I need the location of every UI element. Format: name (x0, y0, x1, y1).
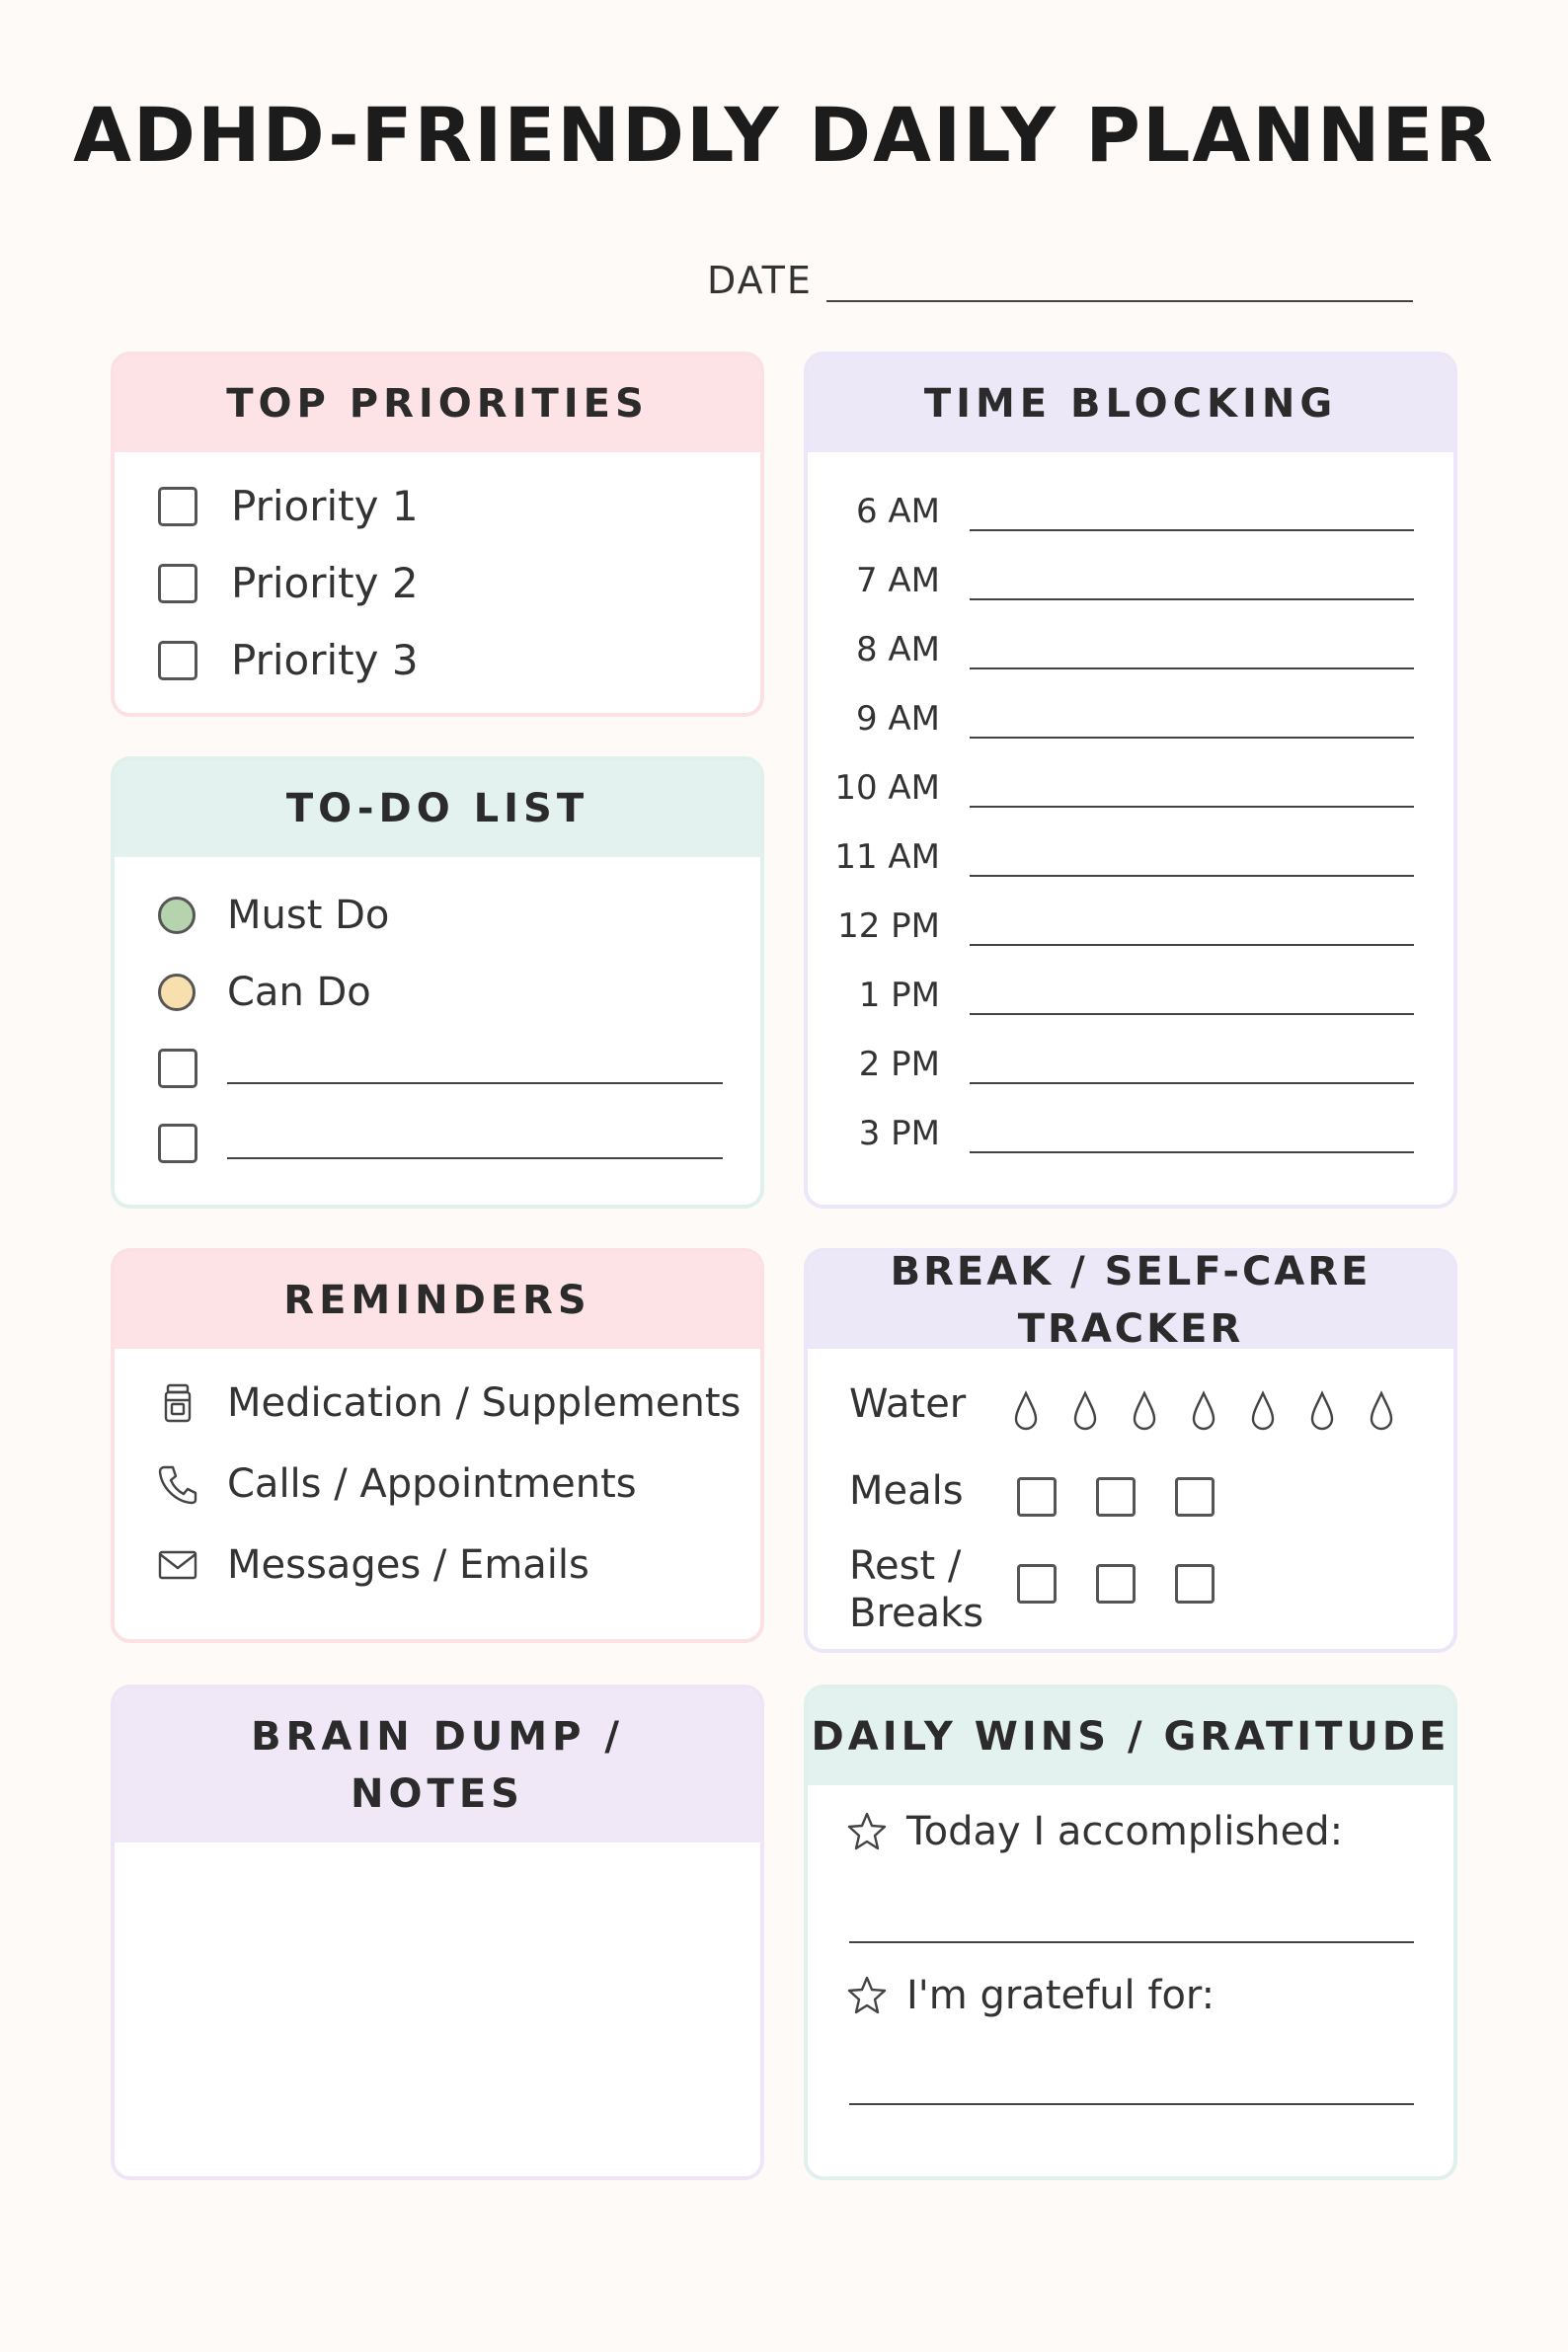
star-icon (845, 1974, 889, 2017)
top-priorities-heading: TOP PRIORITIES (115, 355, 760, 452)
time-slot-line[interactable] (970, 983, 1414, 1015)
page-title: ADHD-FRIENDLY DAILY PLANNER (73, 91, 1495, 179)
priority-item[interactable] (158, 636, 419, 684)
time-slot-line[interactable] (970, 569, 1414, 600)
daily-wins-card (804, 1685, 1457, 2180)
accomplished-label: Today I accomplished: (906, 1809, 1344, 1854)
priority-checkbox[interactable] (158, 564, 197, 603)
priority-item[interactable] (158, 559, 419, 607)
todo-list-card (111, 756, 764, 1209)
reminder-item (156, 1542, 589, 1588)
priority-label: Priority 1 (231, 482, 419, 530)
todo-item[interactable] (158, 1124, 723, 1163)
date-field[interactable] (826, 259, 1413, 302)
rest-checkbox[interactable] (1175, 1564, 1215, 1604)
brain-dump-heading-line: BRAIN DUMP / (251, 1714, 624, 1760)
reminder-label: Messages / Emails (227, 1542, 589, 1588)
reminder-label: Calls / Appointments (227, 1461, 637, 1507)
grateful-prompt (845, 1973, 1215, 2018)
priority-checkbox[interactable] (158, 641, 197, 680)
time-slot[interactable] (831, 906, 1424, 946)
time-slot-line[interactable] (970, 707, 1414, 739)
meals-label: Meals (849, 1468, 964, 1514)
legend-can-do (158, 970, 371, 1015)
must-do-dot-icon (158, 897, 196, 934)
time-slot-label: 3 PM (858, 1114, 940, 1153)
time-slot[interactable] (831, 492, 1424, 531)
reminders-card (111, 1248, 764, 1643)
time-slot-line[interactable] (970, 845, 1414, 877)
priority-label: Priority 3 (231, 636, 419, 684)
todo-line[interactable] (227, 1128, 723, 1159)
meal-checkbox[interactable] (1017, 1477, 1057, 1517)
time-slot-label: 7 AM (855, 561, 940, 600)
time-slot[interactable] (831, 1114, 1424, 1153)
time-slot-label: 10 AM (834, 768, 940, 808)
time-slot-label: 1 PM (858, 976, 940, 1015)
todo-checkbox[interactable] (158, 1124, 197, 1163)
priority-item[interactable] (158, 482, 419, 530)
time-blocking-heading: TIME BLOCKING (808, 355, 1453, 452)
breaks-label: Breaks (849, 1591, 984, 1636)
time-slot[interactable] (831, 837, 1424, 877)
water-drops (1011, 1390, 1426, 1432)
top-priorities-card (111, 352, 764, 717)
reminder-item (156, 1461, 637, 1507)
time-slot[interactable] (831, 1045, 1424, 1084)
rest-label: Rest / (849, 1543, 962, 1589)
time-slot-label: 6 AM (855, 492, 940, 531)
grateful-label: I'm grateful for: (906, 1973, 1215, 2018)
meal-checkbox[interactable] (1096, 1477, 1136, 1517)
time-slot[interactable] (831, 630, 1424, 669)
water-drop-icon[interactable] (1011, 1390, 1041, 1432)
envelope-icon (156, 1543, 199, 1587)
water-drop-icon[interactable] (1248, 1390, 1278, 1432)
todo-line[interactable] (227, 1053, 723, 1084)
accomplished-line[interactable] (849, 1941, 1414, 1943)
accomplished-prompt (845, 1809, 1343, 1854)
time-slot-line[interactable] (970, 500, 1414, 531)
time-slot-label: 12 PM (837, 906, 940, 946)
time-slot-label: 8 AM (855, 630, 940, 669)
todo-checkbox[interactable] (158, 1049, 197, 1088)
can-do-dot-icon (158, 974, 196, 1011)
brain-dump-card (111, 1685, 764, 2180)
time-slot-line[interactable] (970, 638, 1414, 669)
priority-checkbox[interactable] (158, 487, 197, 526)
reminder-item (156, 1380, 741, 1426)
time-slot-line[interactable] (970, 776, 1414, 808)
time-slot-label: 2 PM (858, 1045, 940, 1084)
meal-checkbox[interactable] (1175, 1477, 1215, 1517)
daily-wins-heading: DAILY WINS / GRATITUDE (808, 1688, 1453, 1785)
notes-area[interactable] (115, 1842, 760, 2176)
water-label: Water (849, 1381, 967, 1427)
water-drop-icon[interactable] (1367, 1390, 1396, 1432)
water-drop-icon[interactable] (1189, 1390, 1218, 1432)
star-icon (845, 1810, 889, 1853)
water-drop-icon[interactable] (1307, 1390, 1337, 1432)
water-drop-icon[interactable] (1070, 1390, 1100, 1432)
legend-must-do (158, 893, 389, 938)
todo-list-heading: TO-DO LIST (115, 760, 760, 857)
todo-item[interactable] (158, 1049, 723, 1088)
time-slot[interactable] (831, 561, 1424, 600)
priority-label: Priority 2 (231, 559, 419, 607)
date-label: DATE (707, 259, 813, 302)
phone-icon (156, 1462, 199, 1506)
rest-checkbox[interactable] (1017, 1564, 1057, 1604)
pill-bottle-icon (156, 1381, 199, 1425)
legend-label: Must Do (227, 893, 390, 938)
legend-label: Can Do (227, 970, 371, 1015)
brain-dump-heading-line: NOTES (351, 1771, 524, 1817)
time-slot[interactable] (831, 976, 1424, 1015)
time-slot-label: 11 AM (834, 837, 940, 877)
brain-dump-heading (115, 1688, 760, 1842)
time-slot[interactable] (831, 768, 1424, 808)
time-slot-line[interactable] (970, 1053, 1414, 1084)
rest-checkbox[interactable] (1096, 1564, 1136, 1604)
reminders-heading: REMINDERS (115, 1252, 760, 1349)
self-care-tracker-card (804, 1248, 1457, 1653)
time-blocking-card (804, 352, 1457, 1209)
water-drop-icon[interactable] (1130, 1390, 1159, 1432)
time-slot-line[interactable] (970, 1122, 1414, 1153)
grateful-line[interactable] (849, 2103, 1414, 2105)
self-care-heading: BREAK / SELF-CARE TRACKER (808, 1252, 1453, 1349)
reminder-label: Medication / Supplements (227, 1380, 742, 1426)
time-slot[interactable] (831, 699, 1424, 739)
time-slot-line[interactable] (970, 914, 1414, 946)
time-slot-label: 9 AM (855, 699, 940, 739)
date-row (707, 259, 1413, 302)
